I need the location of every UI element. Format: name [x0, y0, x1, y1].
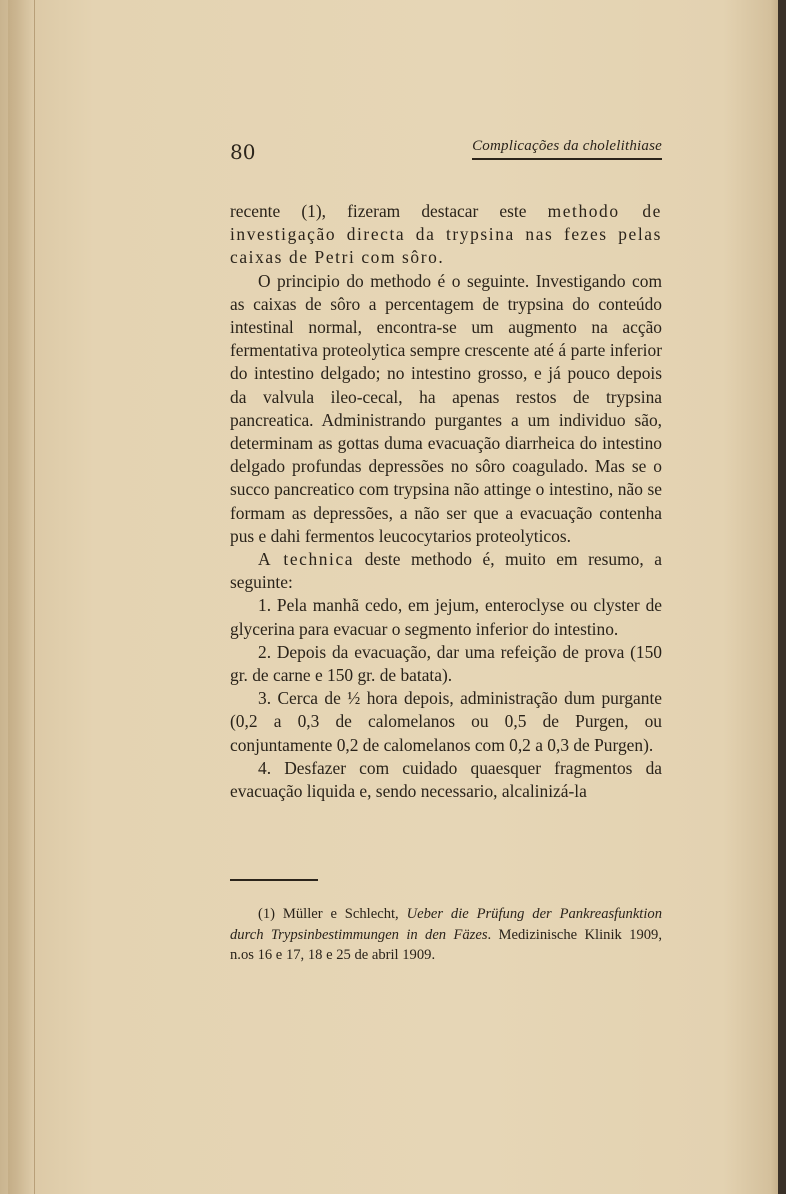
step-3: 3. Cerca de ½ hora depois, administração dum purgante (0,2 a 0,3 de calomelanos ou 0,5 de Purgen, ou conjuntamente 0,2 de calomelanos com 0,2 a 0,3 de Purgen). — [230, 688, 662, 755]
paragraph-3-rest: deste methodo é, muito em resumo, a seguinte: — [230, 549, 662, 593]
page-number: 80 — [230, 140, 256, 164]
paragraph-3 — [230, 548, 662, 594]
paragraph-1-start: recente (1), fizeram destacar este — [230, 201, 548, 221]
step-1: 1. Pela manhã cedo, em jejum, enteroclyse ou clyster de glycerina para evacuar o segmento inferior do intestino. — [230, 595, 662, 639]
running-title: Complicações da cholelithiase — [472, 138, 662, 160]
paragraph-3-emphasis: A technica — [258, 549, 355, 570]
footnote-author: (1) Müller e Schlecht, — [258, 906, 407, 922]
footnote-divider — [230, 879, 318, 881]
footnote-source: . Medizinische Klinik 1909, n.os 16 e 17, 18 e 25 de abril 1909. — [230, 926, 662, 963]
paragraph-1-end: . — [438, 247, 443, 268]
body-text — [230, 200, 662, 803]
paragraph-1 — [230, 200, 662, 270]
page-header — [230, 136, 662, 168]
footnote — [230, 904, 662, 966]
step-2: 2. Depois da evacuação, dar uma refeição de prova (150 gr. de carne e 150 gr. de batata). — [230, 641, 662, 686]
paragraph-2: O principio do methodo é o seguinte. Investigando com as caixas de sôro a percentagem de trypsina do conteúdo intestinal normal, encontra-se um augmento na acção fermentativa proteolytica sempre crescente até á parte inferior do intestino delgado; no intestino grosso, e já pouco depois da valvula ileo-cecal, ha apenas restos de trypsina pancreatica. Administrando purgantes a um individuo são, determinam as gottas duma evacuação diarrheica do intestino delgado profundas depressões no sôro coagulado. Mas se o succo pancreatico com trypsina não attinge o intestino, não se formam as depressões, a não ser que a evacuação contenha pus e dahi fermentos leucocytarios proteolyticos. — [230, 270, 662, 546]
footnote-1 — [230, 904, 662, 966]
footnote-title: Ueber die Prüfung der Pankreasfunktion durch Trypsinbestimmungen in den Fäzes — [230, 906, 662, 943]
paragraph-1-emphasis: methodo de investigação directa da trypsina nas fezes pelas caixas de Petri com sôro — [230, 201, 663, 268]
step-4: 4. Desfazer com cuidado quaesquer fragmentos da evacuação liquida e, sendo necessario, alcalinizá-la — [230, 757, 662, 802]
